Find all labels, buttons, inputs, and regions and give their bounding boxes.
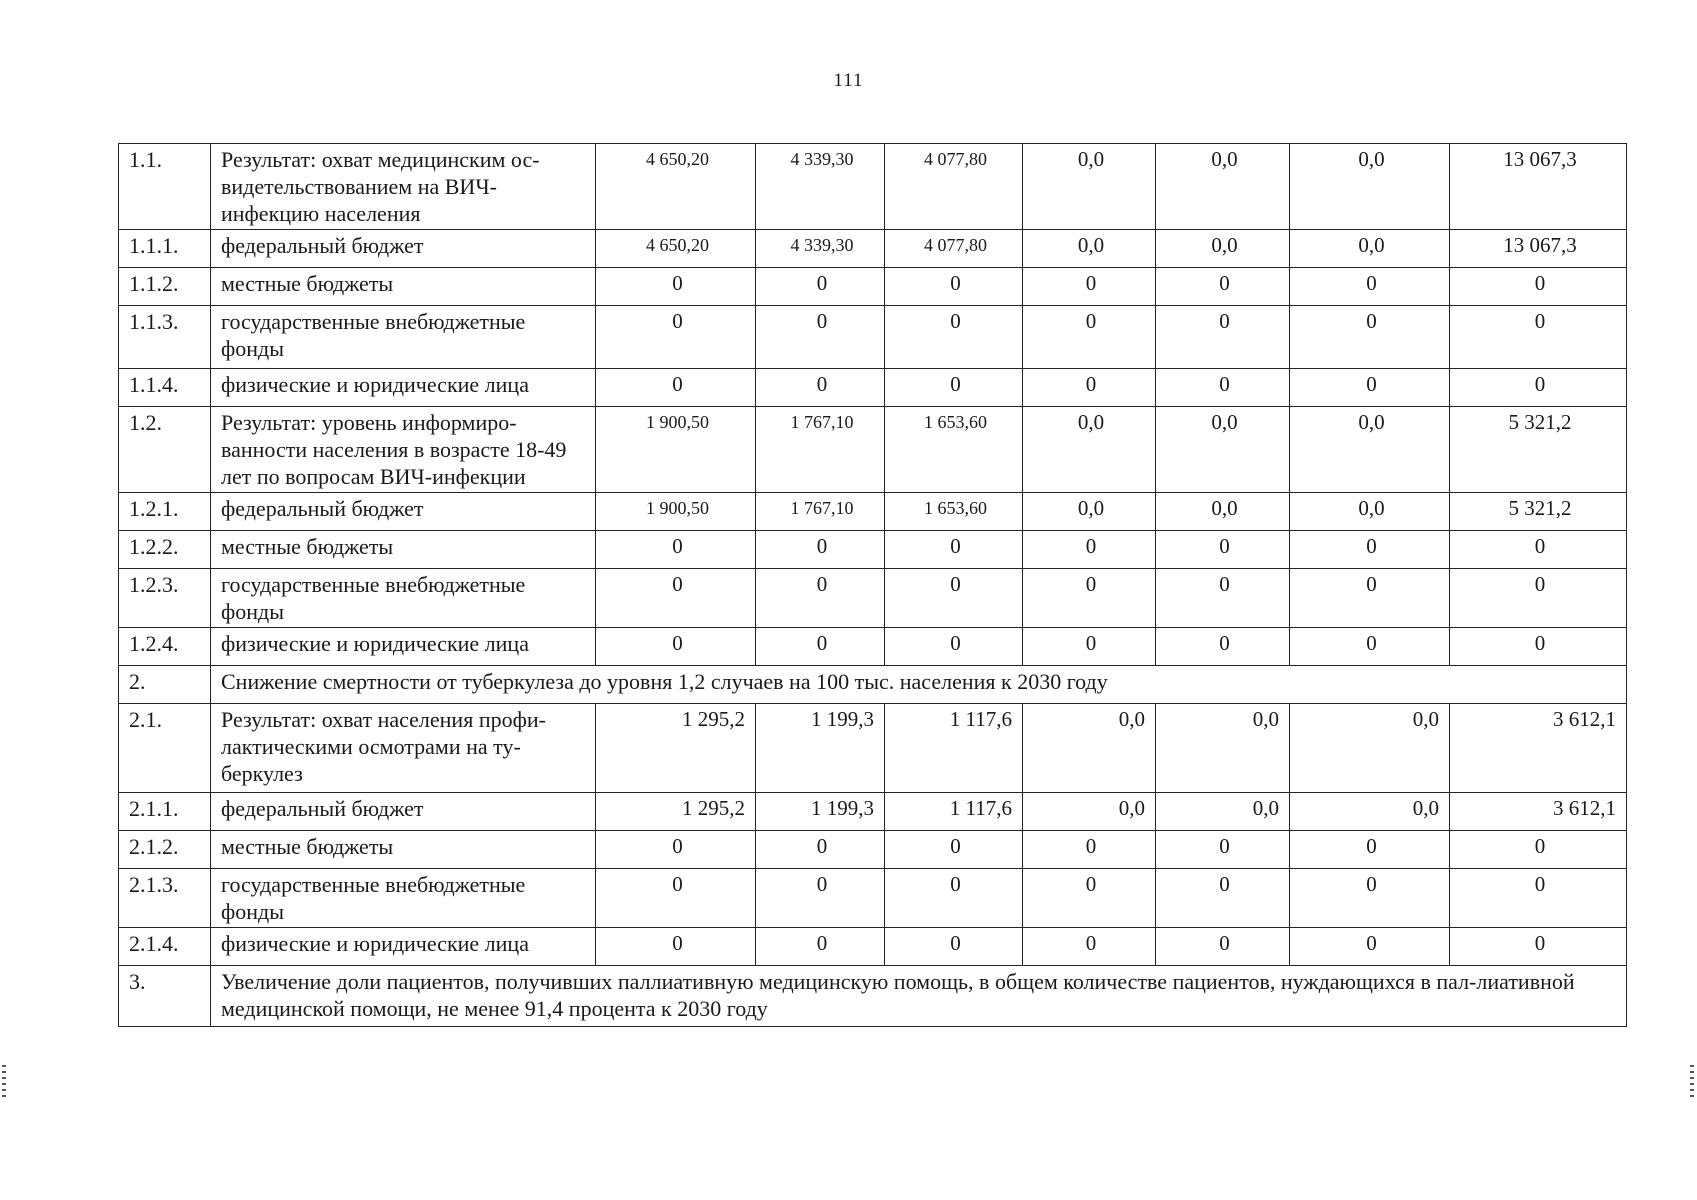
value-cell: 3 612,1 bbox=[1450, 704, 1627, 793]
left-edge-mark bbox=[2, 1065, 6, 1097]
value-cell: 0 bbox=[885, 531, 1023, 569]
value-cell: 0,0 bbox=[1156, 407, 1290, 493]
value-cell: 0 bbox=[1156, 869, 1290, 928]
value-cell: 0,0 bbox=[1290, 793, 1450, 831]
value-cell: 0 bbox=[756, 369, 885, 407]
value-cell: 13 067,3 bbox=[1450, 144, 1627, 230]
value-cell: 1 653,60 bbox=[885, 493, 1023, 531]
row-code: 3. bbox=[119, 966, 211, 1027]
value-cell: 0,0 bbox=[1290, 144, 1450, 230]
row-description: физические и юридические лица bbox=[211, 928, 596, 966]
value-cell: 0,0 bbox=[1290, 493, 1450, 531]
value-cell: 0,0 bbox=[1023, 493, 1156, 531]
table-row bbox=[119, 831, 1627, 869]
value-cell: 0 bbox=[1023, 869, 1156, 928]
value-cell: 0 bbox=[1156, 831, 1290, 869]
value-cell: 0 bbox=[756, 306, 885, 369]
value-cell: 0 bbox=[885, 306, 1023, 369]
value-cell: 5 321,2 bbox=[1450, 493, 1627, 531]
table-row bbox=[119, 369, 1627, 407]
value-cell: 0 bbox=[1450, 306, 1627, 369]
value-cell: 0,0 bbox=[1023, 144, 1156, 230]
table-row bbox=[119, 230, 1627, 268]
value-cell: 0 bbox=[1023, 268, 1156, 306]
table-row bbox=[119, 628, 1627, 666]
row-description: федеральный бюджет bbox=[211, 230, 596, 268]
value-cell: 0 bbox=[1156, 531, 1290, 569]
row-code: 1.1.4. bbox=[119, 369, 211, 407]
table-row bbox=[119, 144, 1627, 230]
value-cell: 0 bbox=[885, 369, 1023, 407]
value-cell: 0,0 bbox=[1023, 793, 1156, 831]
value-cell: 0 bbox=[756, 869, 885, 928]
value-cell: 0,0 bbox=[1290, 407, 1450, 493]
value-cell: 0 bbox=[1290, 928, 1450, 966]
row-code: 1.2.4. bbox=[119, 628, 211, 666]
value-cell: 0,0 bbox=[1023, 407, 1156, 493]
table-row bbox=[119, 569, 1627, 628]
table-row bbox=[119, 306, 1627, 369]
row-description: федеральный бюджет bbox=[211, 793, 596, 831]
value-cell: 1 199,3 bbox=[756, 704, 885, 793]
row-code: 2.1.2. bbox=[119, 831, 211, 869]
value-cell: 1 767,10 bbox=[756, 493, 885, 531]
value-cell: 0 bbox=[1156, 928, 1290, 966]
value-cell: 0 bbox=[756, 628, 885, 666]
value-cell: 0 bbox=[1290, 869, 1450, 928]
value-cell: 4 077,80 bbox=[885, 144, 1023, 230]
section-title: Увеличение доли пациентов, получивших паллиативную медицинскую помощь, в общем количестве пациентов, нуждающихся в пал-лиативной медицинской помощи, не менее 91,4 процента к 2030 году bbox=[211, 966, 1627, 1027]
value-cell: 0 bbox=[1450, 869, 1627, 928]
row-description: Результат: охват населения профи-лактическими осмотрами на ту-беркулез bbox=[211, 704, 596, 793]
value-cell: 0 bbox=[1156, 628, 1290, 666]
row-code: 1.1. bbox=[119, 144, 211, 230]
value-cell: 0 bbox=[596, 531, 756, 569]
value-cell: 13 067,3 bbox=[1450, 230, 1627, 268]
value-cell: 0 bbox=[596, 569, 756, 628]
row-description: местные бюджеты bbox=[211, 531, 596, 569]
value-cell: 0 bbox=[756, 531, 885, 569]
value-cell: 4 339,30 bbox=[756, 230, 885, 268]
row-description: федеральный бюджет bbox=[211, 493, 596, 531]
value-cell: 0 bbox=[1023, 628, 1156, 666]
value-cell: 0 bbox=[1023, 831, 1156, 869]
row-code: 1.2.1. bbox=[119, 493, 211, 531]
section-title: Снижение смертности от туберкулеза до уровня 1,2 случаев на 100 тыс. населения к 2030 году bbox=[211, 666, 1627, 704]
table-row bbox=[119, 407, 1627, 493]
value-cell: 0 bbox=[1290, 531, 1450, 569]
value-cell: 4 077,80 bbox=[885, 230, 1023, 268]
budget-table-body bbox=[119, 144, 1627, 1027]
value-cell: 0 bbox=[1156, 306, 1290, 369]
table-row bbox=[119, 531, 1627, 569]
value-cell: 0 bbox=[1450, 268, 1627, 306]
row-description: Результат: охват медицинским ос-видетельствованием на ВИЧ-инфекцию населения bbox=[211, 144, 596, 230]
value-cell: 0 bbox=[1156, 569, 1290, 628]
row-code: 2.1. bbox=[119, 704, 211, 793]
row-code: 1.1.3. bbox=[119, 306, 211, 369]
value-cell: 0 bbox=[1450, 831, 1627, 869]
value-cell: 0 bbox=[1290, 831, 1450, 869]
value-cell: 1 117,6 bbox=[885, 704, 1023, 793]
row-code: 1.2.2. bbox=[119, 531, 211, 569]
value-cell: 0 bbox=[885, 928, 1023, 966]
value-cell: 0,0 bbox=[1290, 704, 1450, 793]
table-row bbox=[119, 869, 1627, 928]
value-cell: 1 767,10 bbox=[756, 407, 885, 493]
value-cell: 0,0 bbox=[1156, 493, 1290, 531]
value-cell: 0 bbox=[1450, 928, 1627, 966]
table-row bbox=[119, 793, 1627, 831]
value-cell: 0,0 bbox=[1156, 144, 1290, 230]
value-cell: 0 bbox=[885, 628, 1023, 666]
value-cell: 0 bbox=[1023, 369, 1156, 407]
value-cell: 0 bbox=[885, 268, 1023, 306]
value-cell: 0 bbox=[596, 928, 756, 966]
value-cell: 0 bbox=[756, 928, 885, 966]
value-cell: 0 bbox=[1290, 628, 1450, 666]
value-cell: 4 650,20 bbox=[596, 230, 756, 268]
table-row bbox=[119, 268, 1627, 306]
value-cell: 0 bbox=[1290, 306, 1450, 369]
value-cell: 0 bbox=[1023, 306, 1156, 369]
value-cell: 0 bbox=[1450, 531, 1627, 569]
value-cell: 0 bbox=[1450, 628, 1627, 666]
value-cell: 0 bbox=[596, 306, 756, 369]
value-cell: 0,0 bbox=[1023, 230, 1156, 268]
row-description: государственные внебюджетные фонды bbox=[211, 869, 596, 928]
value-cell: 0 bbox=[1156, 268, 1290, 306]
value-cell: 0 bbox=[885, 831, 1023, 869]
row-code: 2.1.4. bbox=[119, 928, 211, 966]
value-cell: 0 bbox=[1290, 369, 1450, 407]
section-row bbox=[119, 966, 1627, 1027]
row-code: 1.2.3. bbox=[119, 569, 211, 628]
value-cell: 1 295,2 bbox=[596, 793, 756, 831]
row-code: 1.1.2. bbox=[119, 268, 211, 306]
value-cell: 0 bbox=[1023, 928, 1156, 966]
value-cell: 4 650,20 bbox=[596, 144, 756, 230]
table-row bbox=[119, 704, 1627, 793]
value-cell: 0,0 bbox=[1156, 704, 1290, 793]
right-edge-mark bbox=[1690, 1065, 1694, 1097]
value-cell: 1 295,2 bbox=[596, 704, 756, 793]
row-code: 2.1.3. bbox=[119, 869, 211, 928]
value-cell: 0 bbox=[885, 869, 1023, 928]
row-description: местные бюджеты bbox=[211, 268, 596, 306]
value-cell: 0 bbox=[596, 628, 756, 666]
value-cell: 0,0 bbox=[1156, 793, 1290, 831]
row-description: физические и юридические лица bbox=[211, 628, 596, 666]
value-cell: 0,0 bbox=[1023, 704, 1156, 793]
row-description: государственные внебюджетные фонды bbox=[211, 306, 596, 369]
row-description: местные бюджеты bbox=[211, 831, 596, 869]
row-description: физические и юридические лица bbox=[211, 369, 596, 407]
value-cell: 0 bbox=[1450, 569, 1627, 628]
row-description: Результат: уровень информиро-ванности населения в возрасте 18-49 лет по вопросам ВИЧ-инфекции bbox=[211, 407, 596, 493]
value-cell: 0 bbox=[1290, 569, 1450, 628]
value-cell: 0 bbox=[596, 831, 756, 869]
row-code: 2. bbox=[119, 666, 211, 704]
value-cell: 1 117,6 bbox=[885, 793, 1023, 831]
budget-table bbox=[118, 143, 1627, 1027]
row-code: 2.1.1. bbox=[119, 793, 211, 831]
row-code: 1.1.1. bbox=[119, 230, 211, 268]
row-description: государственные внебюджетные фонды bbox=[211, 569, 596, 628]
value-cell: 0 bbox=[596, 268, 756, 306]
value-cell: 0 bbox=[1290, 268, 1450, 306]
value-cell: 1 653,60 bbox=[885, 407, 1023, 493]
page-number: 111 bbox=[833, 70, 864, 91]
section-row bbox=[119, 666, 1627, 704]
value-cell: 0 bbox=[596, 369, 756, 407]
value-cell: 1 199,3 bbox=[756, 793, 885, 831]
value-cell: 3 612,1 bbox=[1450, 793, 1627, 831]
value-cell: 0 bbox=[756, 569, 885, 628]
value-cell: 4 339,30 bbox=[756, 144, 885, 230]
value-cell: 0 bbox=[596, 869, 756, 928]
value-cell: 0 bbox=[885, 569, 1023, 628]
table-row bbox=[119, 928, 1627, 966]
row-code: 1.2. bbox=[119, 407, 211, 493]
value-cell: 0 bbox=[1023, 531, 1156, 569]
value-cell: 0,0 bbox=[1290, 230, 1450, 268]
value-cell: 1 900,50 bbox=[596, 493, 756, 531]
value-cell: 0,0 bbox=[1156, 230, 1290, 268]
value-cell: 1 900,50 bbox=[596, 407, 756, 493]
value-cell: 0 bbox=[1156, 369, 1290, 407]
value-cell: 5 321,2 bbox=[1450, 407, 1627, 493]
value-cell: 0 bbox=[756, 268, 885, 306]
table-row bbox=[119, 493, 1627, 531]
value-cell: 0 bbox=[756, 831, 885, 869]
value-cell: 0 bbox=[1023, 569, 1156, 628]
value-cell: 0 bbox=[1450, 369, 1627, 407]
